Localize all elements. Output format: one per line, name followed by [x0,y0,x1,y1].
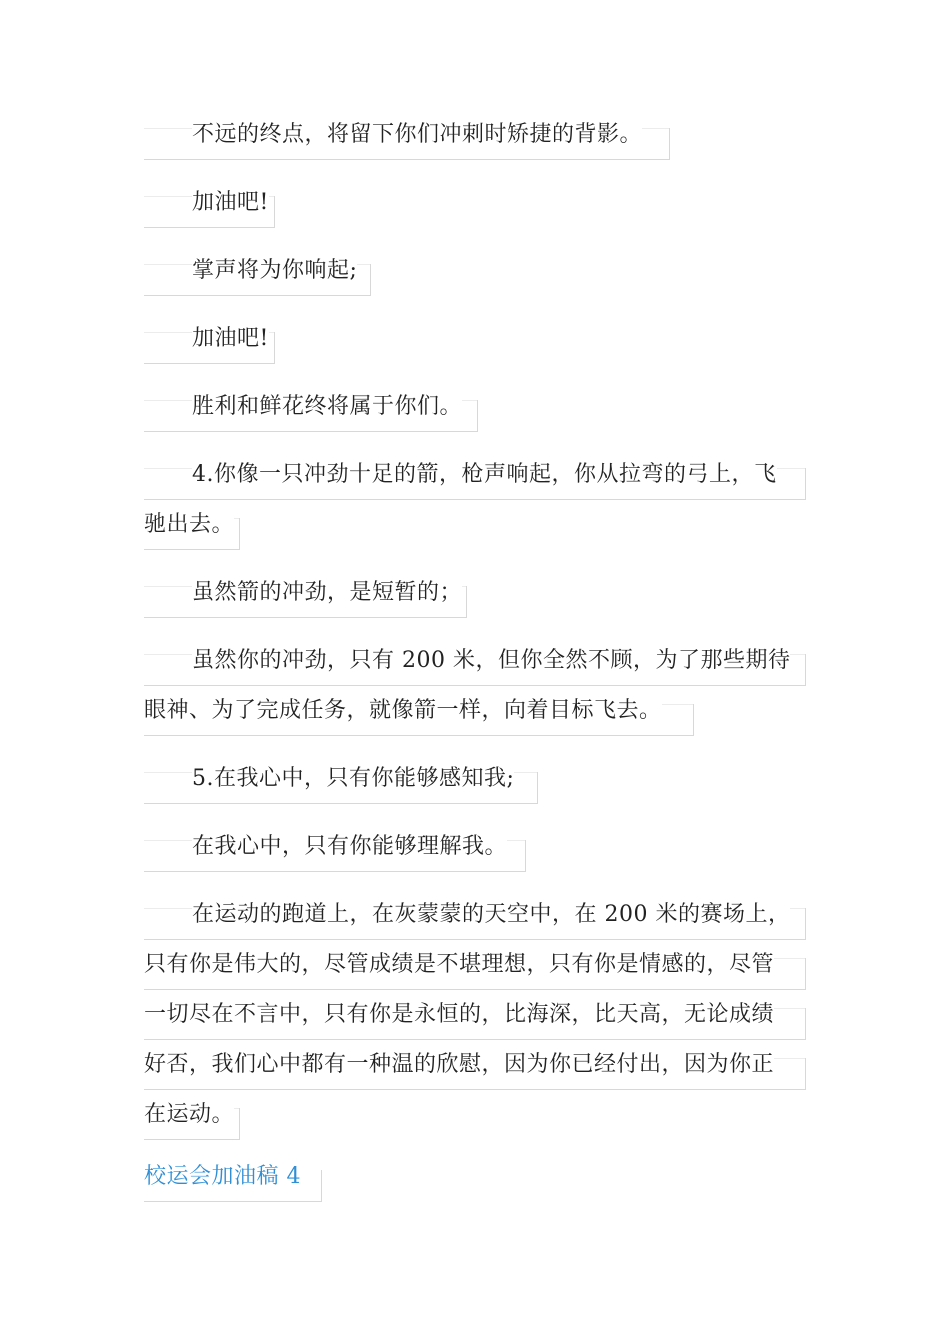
paragraph-11 [144,890,806,1140]
text-line: 驰出去。 [144,500,240,550]
paragraph-7 [144,568,467,618]
text-line: 胜利和鲜花终将属于你们。 [144,382,478,432]
paragraph-1 [144,110,670,160]
text-line: 好否，我们心中都有一种温的欣慰，因为你已经付出，因为你正 [144,1040,806,1090]
paragraph-2 [144,178,275,228]
text-line: 眼神、为了完成任务，就像箭一样，向着目标飞去。 [144,686,694,736]
text-line: 虽然你的冲劲，只有 200 米，但你全然不顾，为了那些期待 [144,636,806,686]
text-line: 只有你是伟大的，尽管成绩是不堪理想，只有你是情感的，尽管 [144,940,806,990]
paragraph-5 [144,382,478,432]
section-heading [144,1152,322,1202]
paragraph-3 [144,246,371,296]
paragraph-9 [144,754,538,804]
paragraph-4 [144,314,275,364]
heading-line: 校运会加油稿 4 [144,1152,322,1202]
text-line: 掌声将为你响起; [144,246,371,296]
text-line: 在运动的跑道上，在灰蒙蒙的天空中，在 200 米的赛场上， [144,890,806,940]
text-line: 在我心中，只有你能够理解我。 [144,822,526,872]
text-line: 一切尽在不言中，只有你是永恒的，比海深，比天高，无论成绩 [144,990,806,1040]
paragraph-10 [144,822,526,872]
text-line: 5.在我心中，只有你能够感知我; [144,754,538,804]
text-line: 4.你像一只冲劲十足的箭，枪声响起，你从拉弯的弓上，飞 [144,450,806,500]
text-line: 加油吧! [144,178,275,228]
text-line: 虽然箭的冲劲，是短暂的； [144,568,467,618]
text-line: 不远的终点，将留下你们冲刺时矫捷的背影。 [144,110,670,160]
text-line: 加油吧! [144,314,275,364]
paragraph-6 [144,450,806,550]
paragraph-8 [144,636,806,736]
text-line: 在运动。 [144,1090,240,1140]
